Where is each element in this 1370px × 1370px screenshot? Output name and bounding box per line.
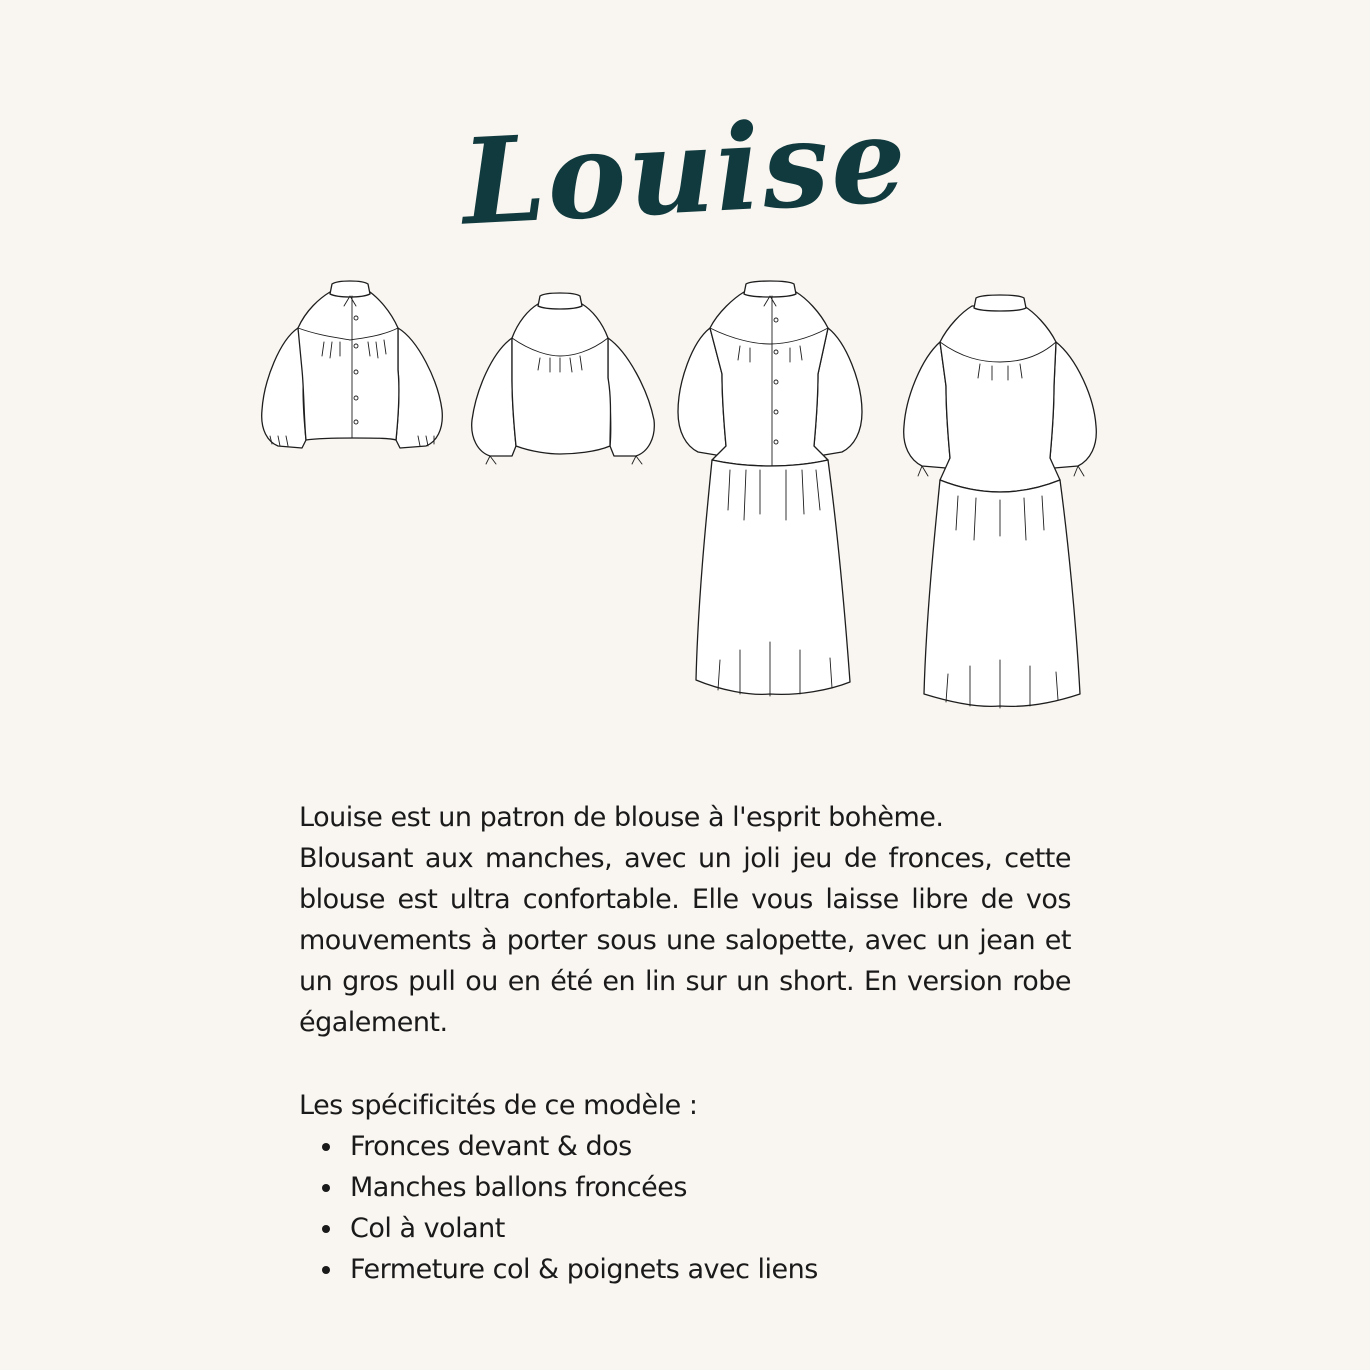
blouse-back-drawing [472,293,655,464]
spec-text: Fronces devant & dos [350,1131,632,1162]
description-intro: Louise est un patron de blouse à l'esprit bohème. [299,802,944,833]
list-item [299,1208,818,1249]
technical-drawings [250,270,1120,720]
list-item [299,1126,818,1167]
spec-text: Col à volant [350,1213,505,1244]
spec-text: Manches ballons froncées [350,1172,687,1203]
specs-heading: Les spécificités de ce modèle : [299,1090,698,1121]
specs-list [299,1126,818,1290]
list-item [299,1249,818,1290]
dress-front-drawing [678,281,862,696]
pattern-description [299,797,1071,1043]
description-body: Blousant aux manches, avec un joli jeu de fronces, cette blouse est ultra confortable. Elle vous laisse libre de vos mouvements à porter sous une salopette, avec un jean et un gros pull ou en été en lin sur un short. En version robe également. [299,843,1071,1038]
dress-back-drawing [904,295,1097,708]
bullet-dot [322,1266,330,1274]
bullet-dot [322,1184,330,1192]
spec-text: Fermeture col & poignets avec liens [350,1254,818,1285]
bullet-dot [322,1143,330,1151]
blouse-front-drawing [262,281,443,448]
list-item [299,1167,818,1208]
bullet-dot [322,1225,330,1233]
pattern-title: Louise [458,89,912,252]
